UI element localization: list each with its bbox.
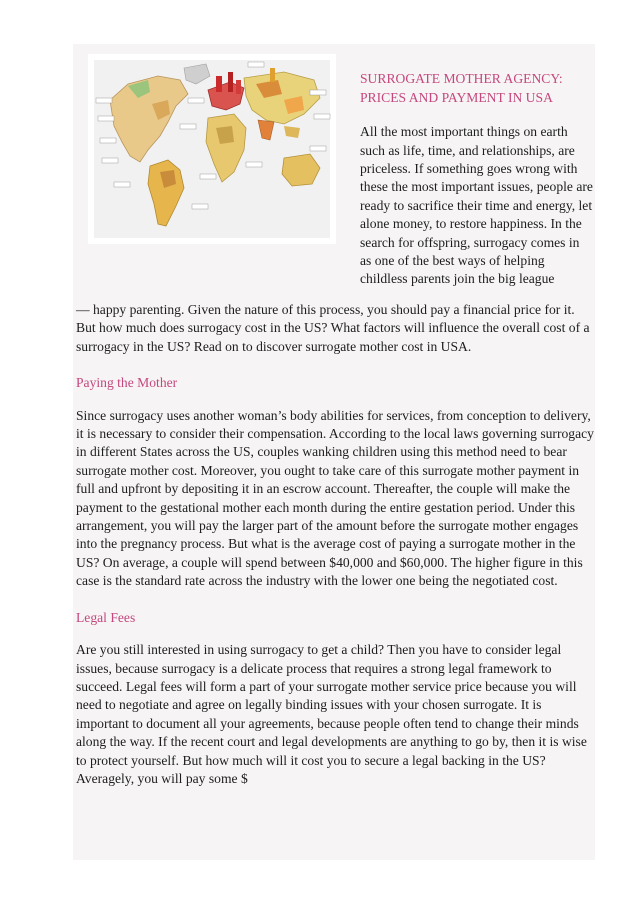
section-text-paying-mother: Since surrogacy uses another woman’s body abilities for services, from conception to delivery, it is necessary to consider their compensation. According to the local laws governing surrogacy in different States across the US, couples wanking children using this method need to bear surrogate mother cost. Moreover, you ought to take care of this surrogate mother payment in full and upfront by depositing it in an escrow account. Thereafter, the couple will make the payment to the gestational mother each month during the entire gestation period. Under this arrangement, you will pay the larger part of the amount before the surrogate mother engages into the pregnancy process. But what is the average cost of paying a surrogate mother in the US? On average, a couple will spend between $40,000 and $60,000. The higher figure in this case is the standard rate across the industry with the lower one being the negotiated cost. bbox=[76, 407, 594, 589]
intro-paragraph: All the most important things on earth such as life, time, and relationships, are priceless. If something goes wrong with these the most important issues, people are ready to sacrifice their time and energy, let alone money, to restore happiness. In the search for offspring, surrogacy comes in as one of the best ways of helping childless parents join the big league bbox=[360, 124, 593, 287]
world-map-image bbox=[88, 54, 336, 244]
section-text-legal-fees: Are you still interested in using surrogacy to get a child? Then you have to consider legal issues, because surrogacy is a delicate process that requires a strong legal framework to succeed. Legal fees will form a part of your surrogate mother service price because you will need to negotiate and agree on legally binding issues with your chosen surrogate. It is important to document all your agreements, because people often tend to change their minds along the way. If the recent court and legal developments are anything to go by, then it is wise to protect yourself. But how much will it cost you to secure a legal backing in the US? Averagely, you will pay some $ bbox=[76, 642, 587, 786]
section-heading-legal-fees: Legal Fees bbox=[76, 609, 136, 625]
section-heading-paying-mother: Paying the Mother bbox=[76, 375, 178, 391]
intro-continuation: — happy parenting. Given the nature of this process, you should pay a financial price for it. But how much does surrogacy cost in the US? What factors will influence the overall cost of a surrogacy in the US? Read on to discover surrogate mother cost in USA. bbox=[76, 302, 590, 354]
document-title: SURROGATE MOTHER AGENCY: PRICES AND PAYMENT IN USA bbox=[360, 71, 563, 105]
intro-column bbox=[360, 70, 594, 289]
body-text bbox=[76, 301, 594, 788]
